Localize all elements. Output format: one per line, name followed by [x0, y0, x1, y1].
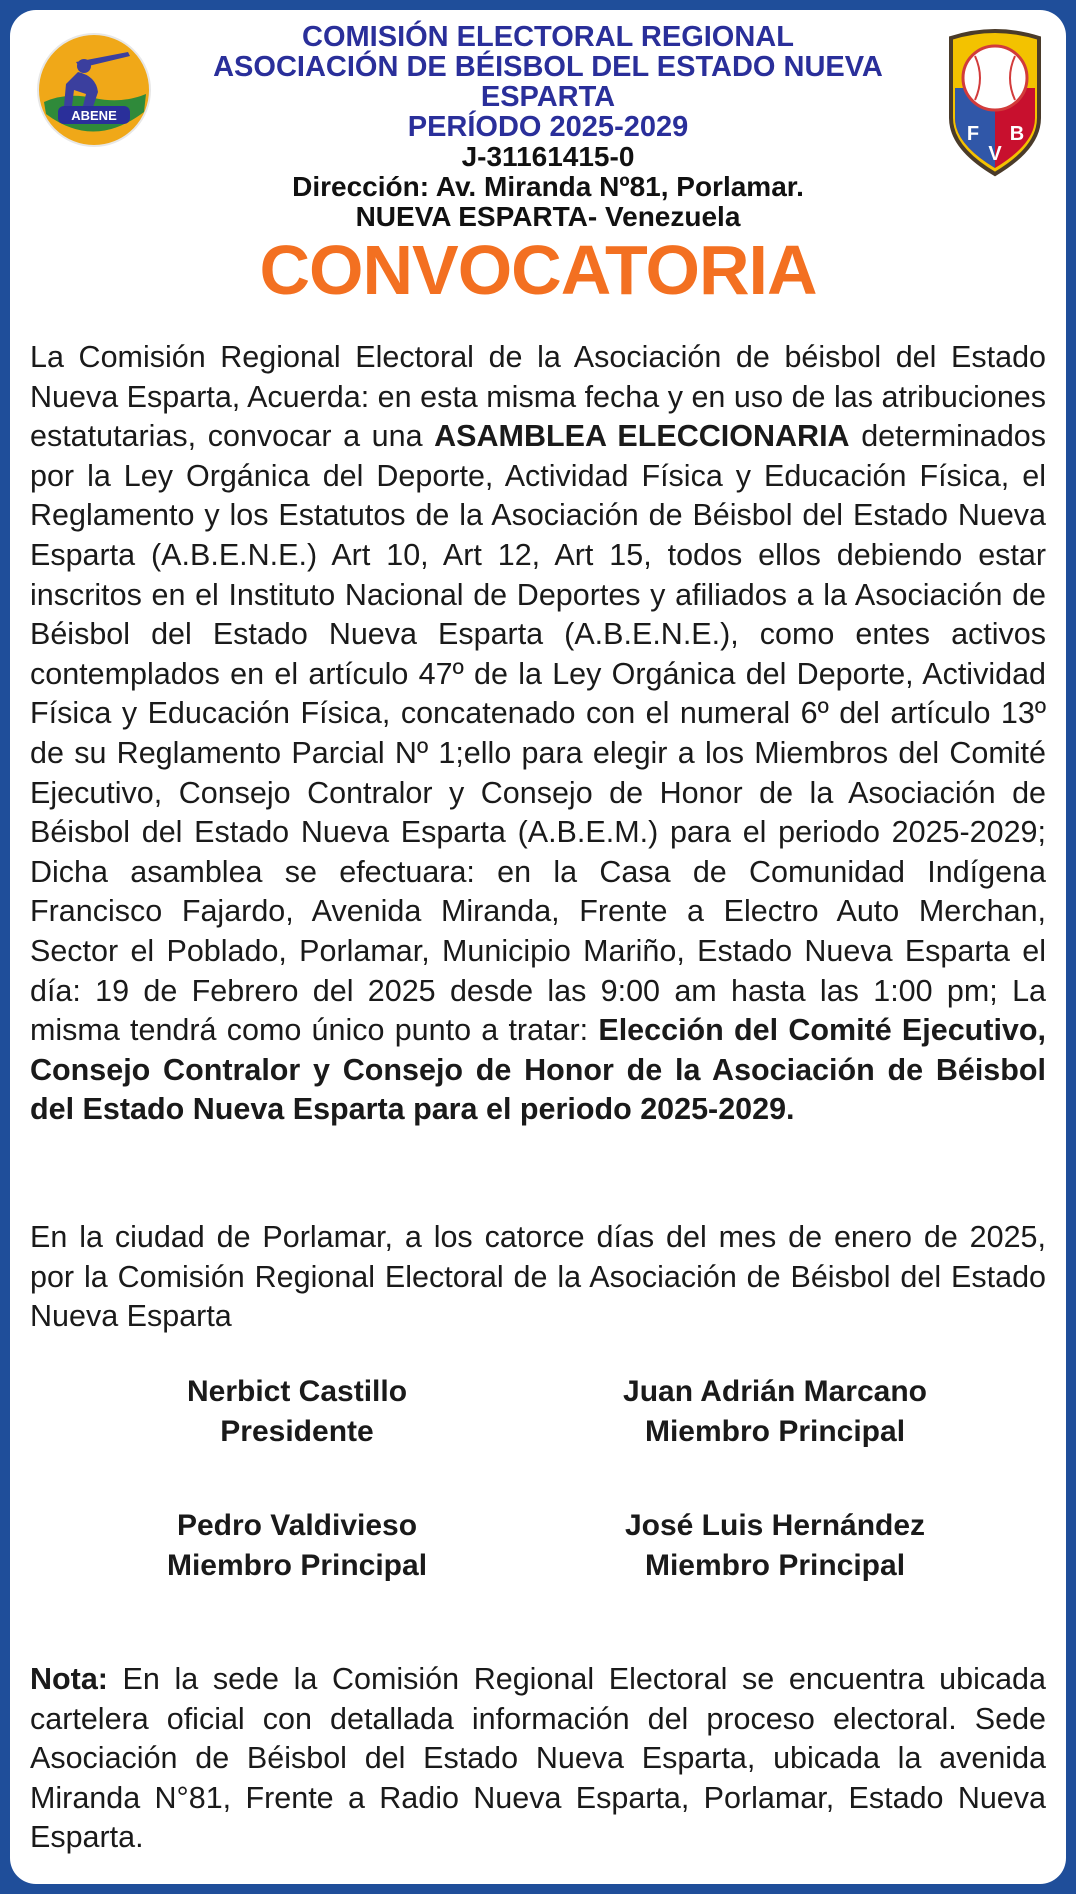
signature-name: Nerbict Castillo	[186, 1375, 408, 1408]
fvb-logo-icon	[945, 28, 1045, 178]
signature-role: Miembro Principal	[644, 1549, 906, 1582]
note-label: Nota:	[30, 1662, 108, 1696]
signature-block	[62, 1372, 532, 1452]
closing-paragraph: En la ciudad de Porlamar, a los catorce días del mes de enero de 2025, por la Comisión Regional Electoral de la Asociación de Béisbol del Estado Nueva Esparta	[30, 1220, 1046, 1334]
signature-name: José Luis Hernández	[624, 1509, 926, 1542]
signature-block	[62, 1506, 532, 1586]
note-paragraph	[30, 1660, 1046, 1858]
header-address: Dirección: Av. Miranda Nº81, Porlamar.	[292, 171, 804, 202]
header-rif: J-31161415-0	[461, 141, 635, 172]
body-text-2: determinados por la Ley Orgánica del Deporte, Actividad Física y Educación Física, el Reglamento y los Estatutos de la Asociación de Béisbol del Estado Nueva Esparta (A.B.E.N.E.) Art 10, Art 12, Art 15, todos ellos debiendo estar inscritos en el Instituto Nacional de Deportes y afiliados a la Asociación de Béisbol del Estado Nueva Esparta (A.B.E.N.E.), como entes activos contemplados en el artículo 47º de la Ley Orgánica del Deporte, Actividad Física y Educación Física, concatenado con el numeral 6º del artículo 13º de su Reglamento Parcial Nº 1;ello para elegir a los Miembros del Comité Ejecutivo, Consejo Contralor y Consejo de Honor de la Asociación de Béisbol del Estado Nueva Esparta (A.B.E.M.) para el periodo 2025-2029; Dicha asamblea se efectuara: en la Casa de Comunidad Indígena Francisco Fajardo, Avenida Miranda, Frente a Electro Auto Merchan, Sector el Poblado, Porlamar, Municipio Mariño, Estado Nueva Esparta el día: 19 de Febrero del 2025 desde las 9:00 am hasta las 1:00 pm; La misma tendrá como único punto a tratar:	[30, 419, 1046, 1048]
header-association: ASOCIACIÓN DE BÉISBOL DEL ESTADO NUEVA ESPARTA	[213, 51, 883, 113]
body-paragraph	[30, 338, 1046, 1130]
body-bold-assembly: ASAMBLEA ELECCIONARIA	[434, 419, 850, 454]
abene-logo-icon	[36, 32, 152, 148]
fvb-letter-b: B	[1009, 123, 1025, 145]
body-text-1: La Comisión Regional Electoral de la Asociación de béisbol del Estado Nueva Esparta, Acuerda: en esta misma fecha y en uso de las atribuciones estatutarias, convocar a una	[30, 340, 1046, 454]
signature-role: Presidente	[220, 1415, 374, 1448]
header-location: NUEVA ESPARTA- Venezuela	[355, 201, 741, 232]
signature-block	[540, 1372, 1010, 1452]
fvb-letter-v: V	[988, 143, 1002, 165]
signature-role: Miembro Principal	[166, 1549, 428, 1582]
header-commission: COMISIÓN ELECTORAL REGIONAL	[302, 21, 794, 53]
document-card	[10, 10, 1066, 1884]
signature-name: Pedro Valdivieso	[176, 1509, 418, 1542]
header	[150, 22, 946, 232]
fvb-letter-f: F	[966, 123, 980, 145]
signature-role: Miembro Principal	[644, 1415, 906, 1448]
signature-name: Juan Adrián Marcano	[623, 1375, 927, 1408]
note-text: En la sede la Comisión Regional Electoral se encuentra ubicada cartelera oficial con detallada información del proceso electoral. Sede Asociación de Béisbol del Estado Nueva Esparta, ubicada la avenida Miranda N°81, Frente a Radio Nueva Esparta, Porlamar, Estado Nueva Esparta.	[30, 1662, 1046, 1855]
page-title: CONVOCATORIA	[259, 231, 817, 309]
abene-logo-text: ABENE	[71, 108, 117, 123]
header-period: PERÍODO 2025-2029	[407, 111, 689, 143]
signature-block	[540, 1506, 1010, 1586]
body-bold-agenda: Elección del Comité Ejecutivo, Consejo Contralor y Consejo de Honor de la Asociación de Béisbol del Estado Nueva Esparta para el periodo 2025-2029.	[30, 1013, 1047, 1127]
